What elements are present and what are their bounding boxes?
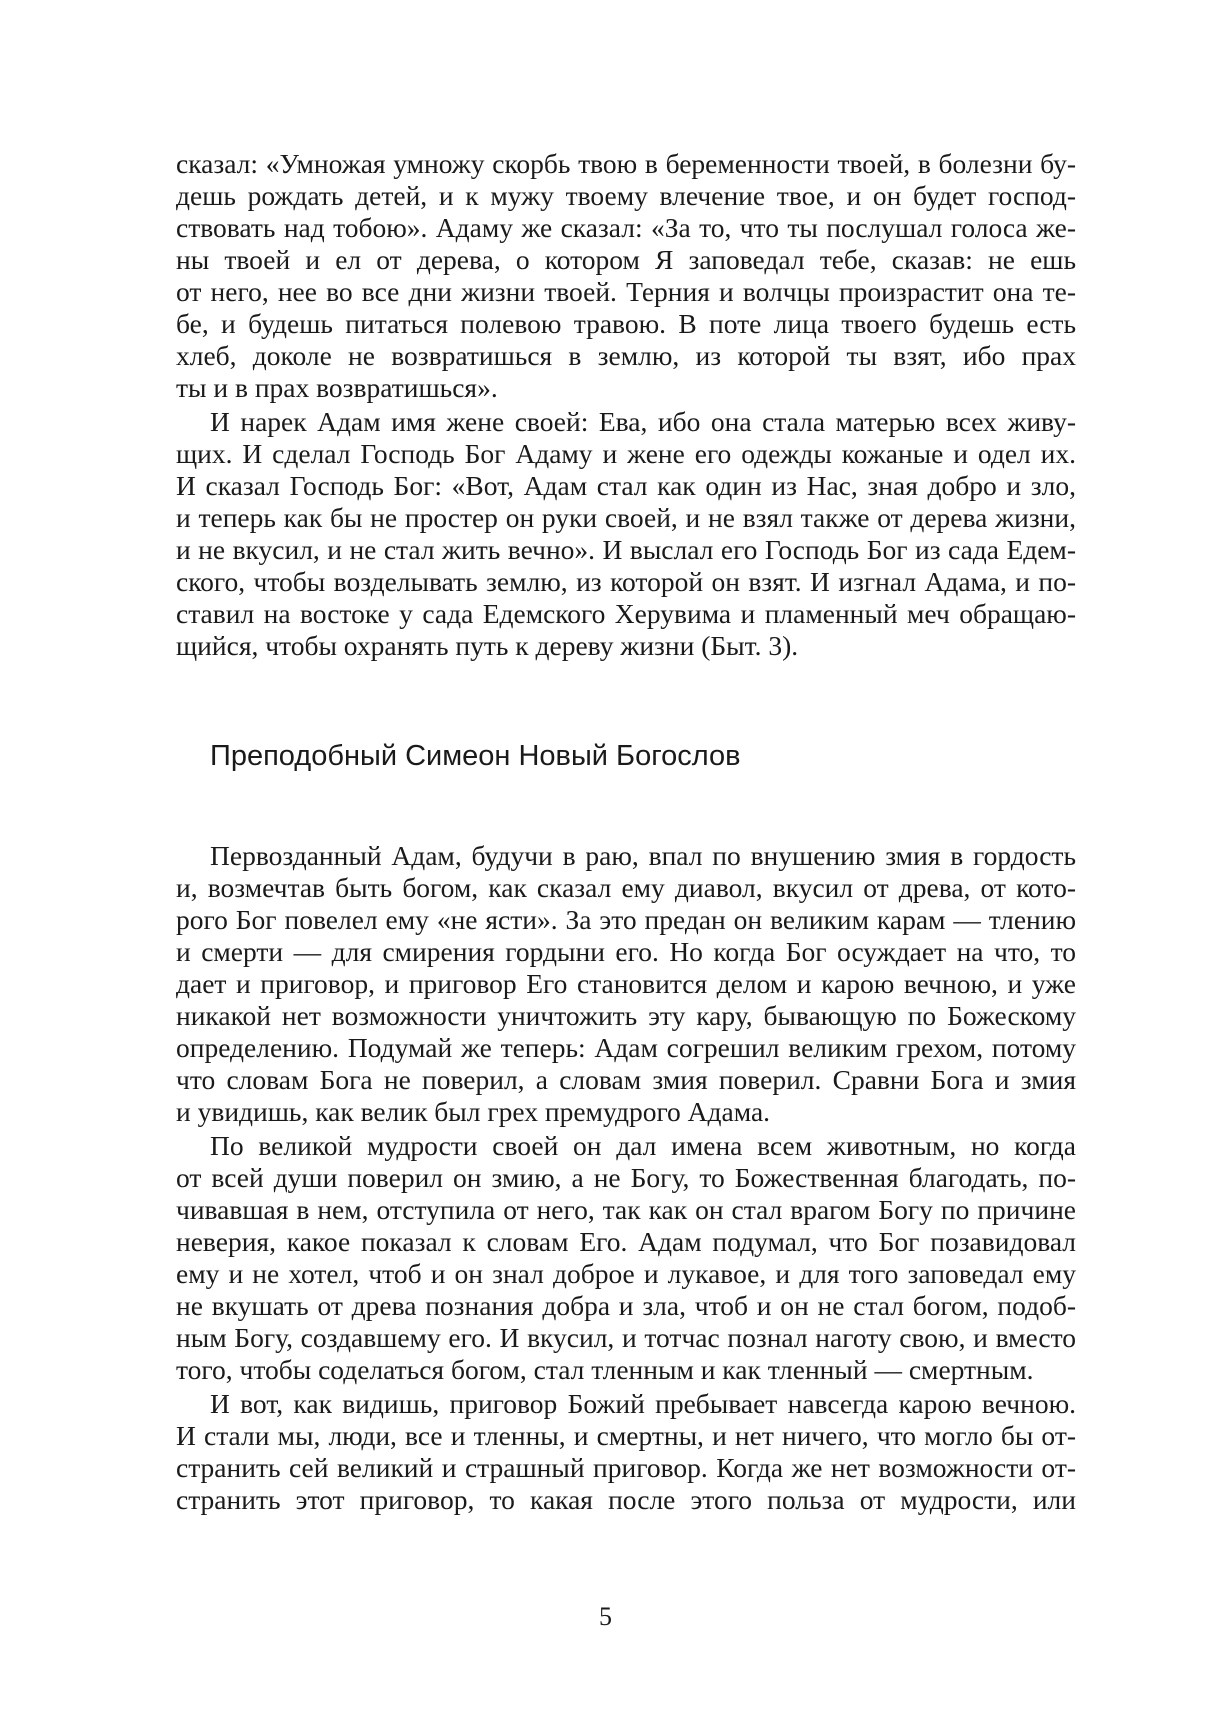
text-line: странить сей великий и страшный приговор. Когда же нет возможности от- [176,1452,1076,1483]
text-line: того, чтобы соделаться богом, стал тленным и как тленный — смертным. [176,1354,1034,1385]
text-line: и увидишь, как велик был грех премудрого Адама. [176,1096,771,1127]
text-line: ему и не хотел, чтоб и он знал доброе и лукавое, и для того заповедал ему [176,1258,1076,1289]
text-line: и не вкусил, и не стал жить вечно». И выслал его Господь Бог из сада Едем- [176,534,1076,565]
text-line: не вкушать от древа познания добра и зла, чтоб и он не стал богом, подоб- [176,1290,1076,1321]
text-line: определению. Подумай же теперь: Адам согрешил великим грехом, потому [176,1032,1076,1063]
text-line: Первозданный Адам, будучи в раю, впал по внушению змия в гордость [210,840,1076,871]
text-line: И вот, как видишь, приговор Божий пребывает навсегда карою вечною. [210,1388,1076,1419]
text-line: неверия, какое показал к словам Его. Адам подумал, что Бог позавидовал [176,1226,1076,1257]
text-line: от всей души поверил он змию, а не Богу, то Божественная благодать, по- [176,1162,1076,1193]
text-line: дает и приговор, и приговор Его становится делом и карою вечною, и уже [176,968,1076,999]
text-line: ным Богу, создавшему его. И вкусил, и тотчас познал наготу свою, и вместо [176,1322,1076,1353]
text-line: щих. И сделал Господь Бог Адаму и жене его одежды кожаные и одел их. [176,438,1076,469]
text-line: от него, нее во все дни жизни твоей. Терния и волчцы произрастит она те- [176,276,1076,307]
text-line: дешь рождать детей, и к мужу твоему влечение твое, и он будет господ- [176,180,1076,211]
text-line: ставил на востоке у сада Едемского Херувима и пламенный меч обращаю- [176,598,1076,629]
text-line: странить этот приговор, то какая после этого польза от мудрости, или [176,1484,1076,1515]
text-line: И сказал Господь Бог: «Вот, Адам стал как один из Нас, зная добро и зло, [176,470,1076,501]
text-line: чивавшая в нем, отступила от него, так как он стал врагом Богу по причине [176,1194,1076,1225]
text-line: По великой мудрости своей он дал имена всем животным, но когда [210,1130,1076,1161]
text-line: щийся, чтобы охранять путь к дереву жизни (Быт. 3). [176,630,799,661]
text-line: что словам Бога не поверил, а словам змия поверил. Сравни Бога и змия [176,1064,1076,1095]
text-line: ского, чтобы возделывать землю, из которой он взят. И изгнал Адама, и по- [176,566,1076,597]
text-line: и теперь как бы не простер он руки своей, и не взял также от дерева жизни, [176,502,1076,533]
text-line: ствовать над тобою». Адаму же сказал: «За то, что ты послушал голоса же- [176,212,1076,243]
text-line: И стали мы, люди, все и тленны, и смертны, и нет ничего, что могло бы от- [176,1420,1076,1451]
text-line: сказал: «Умножая умножу скорбь твою в беременности твоей, в болезни бу- [176,148,1076,179]
text-line: ны твоей и ел от дерева, о котором Я заповедал тебе, сказав: не ешь [176,244,1076,275]
text-line: и смерти — для смирения гордыни его. Но когда Бог осуждает на что, то [176,936,1076,967]
text-line: и, возмечтав быть богом, как сказал ему диавол, вкусил от древа, от кото- [176,872,1076,903]
text-line: хлеб, доколе не возвратишься в землю, из которой ты взят, ибо прах [176,340,1076,371]
text-line: И нарек Адам имя жене своей: Ева, ибо она стала матерью всех живу- [210,406,1076,437]
text-line: никакой нет возможности уничтожить эту кару, бывающую по Божескому [176,1000,1076,1031]
text-line: бе, и будешь питаться полевою травою. В поте лица твоего будешь есть [176,308,1076,339]
section-heading: Преподобный Симеон Новый Богослов [210,740,741,772]
text-line: рого Бог повелел ему «не ясти». За это предан он великим карам — тлению [176,904,1076,935]
text-line: ты и в прах возвратишься». [176,372,498,403]
page-number: 5 [599,1602,612,1631]
